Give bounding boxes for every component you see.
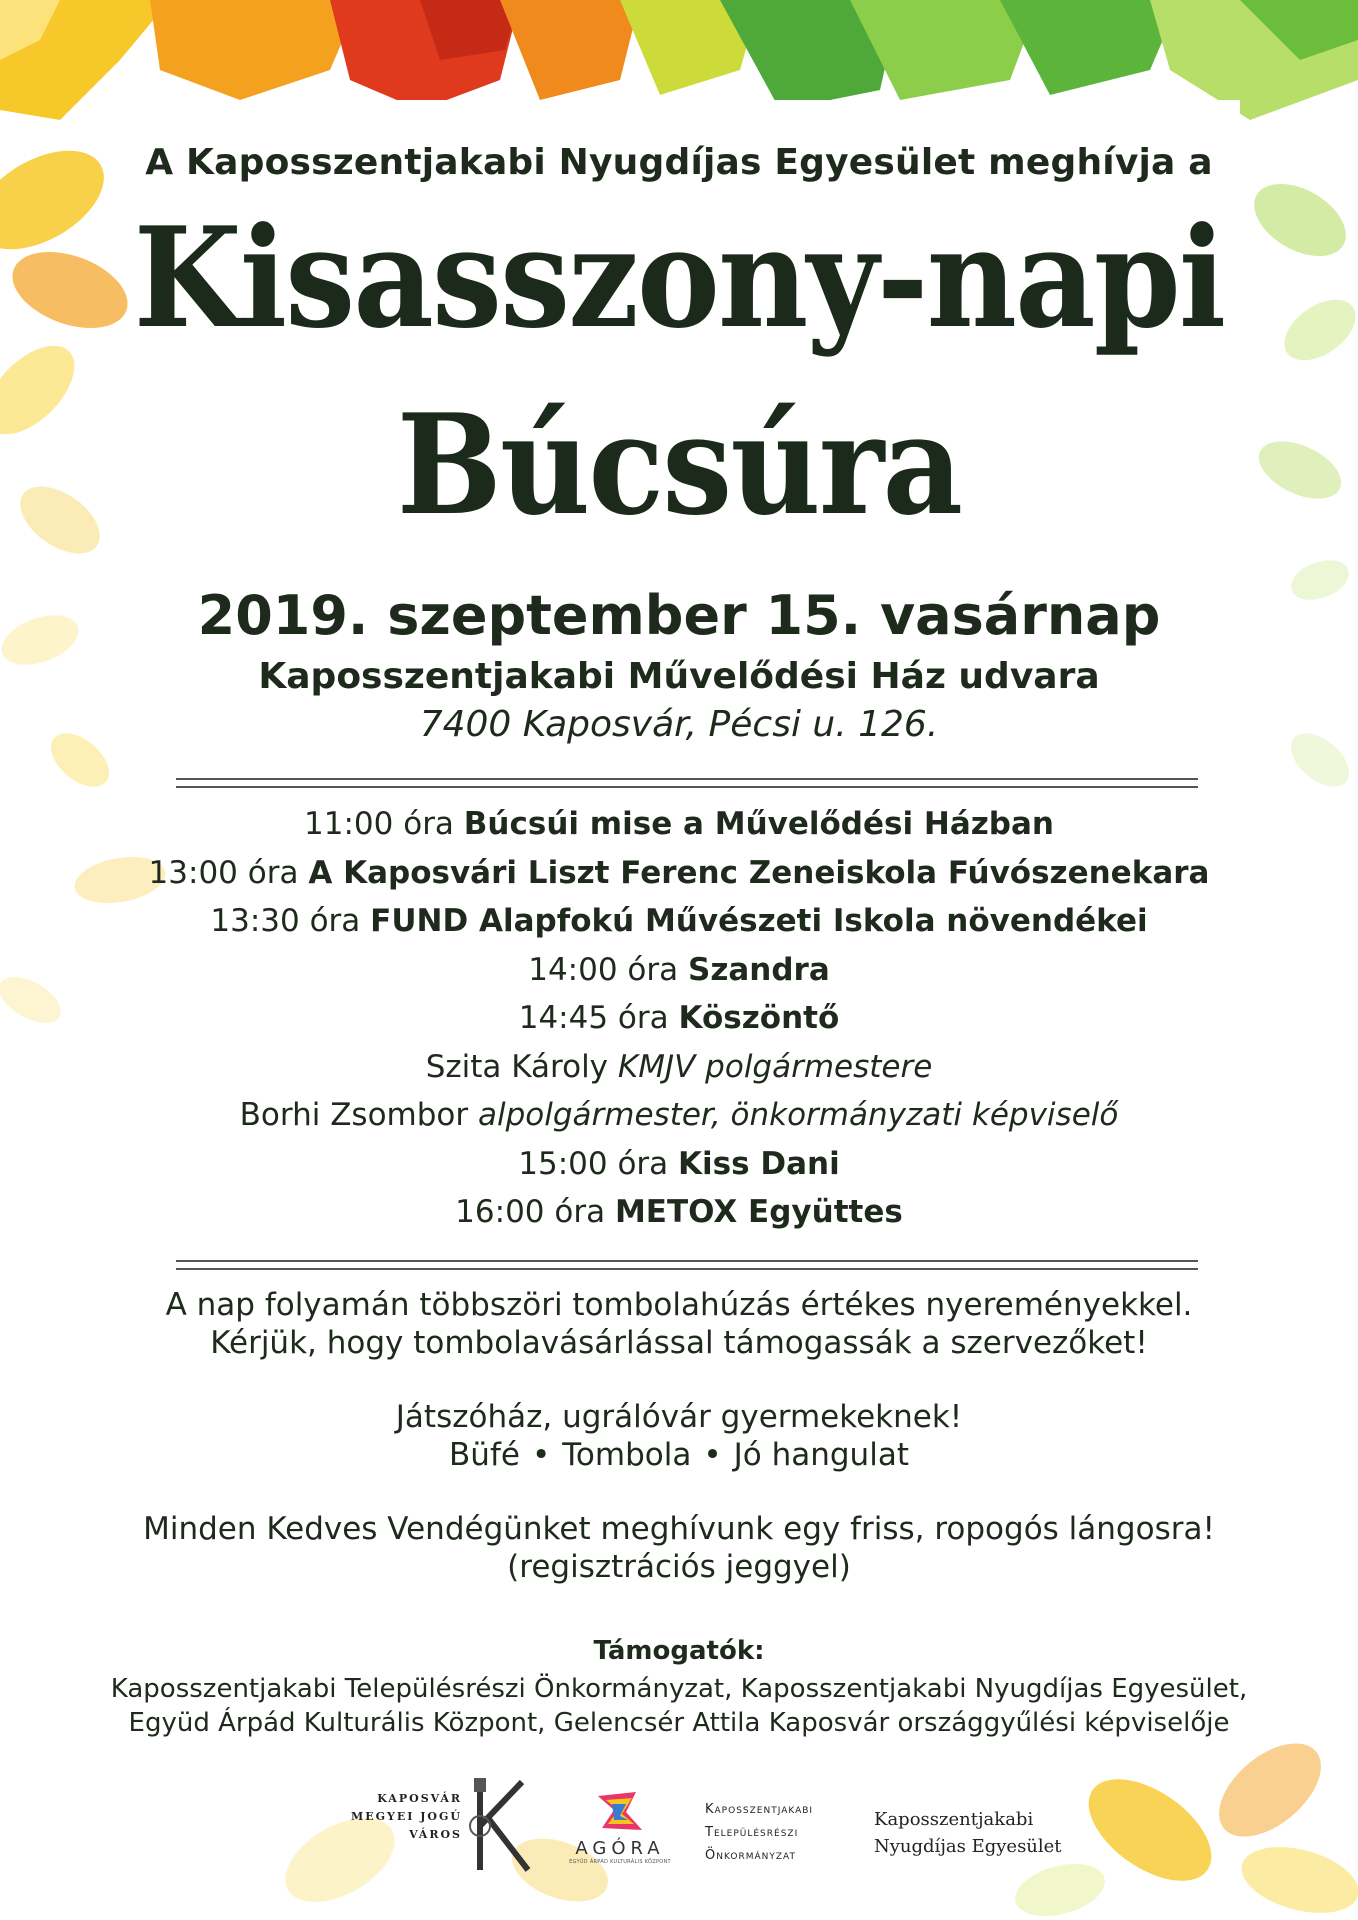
greeter-line: Szita Károly KMJV polgármestere xyxy=(425,1048,933,1085)
intro-text: A Kaposszentjakabi Nyugdíjas Egyesület meghívja a xyxy=(145,142,1213,183)
telepulesreszi-onkormanyzat-logo: Kaposszentjakabi Településrészi Önkormányzat xyxy=(705,1802,814,1863)
raffle-request-line: Kérjük, hogy tombolavásárlással támogassák a szervezőket! xyxy=(210,1325,1148,1361)
features-line xyxy=(0,1436,1358,1474)
kids-activities-line: Játszóház, ugrálóvár gyermekeknek! xyxy=(395,1399,963,1435)
feature-item: Tombola xyxy=(562,1437,692,1473)
feature-item: Büfé xyxy=(449,1437,520,1473)
event-address: 7400 Kaposvár, Pécsi u. 126. xyxy=(419,704,939,745)
event-date: 2019. szeptember 15. vasárnap xyxy=(197,584,1161,647)
divider-top xyxy=(176,778,1198,788)
title-line-1: Kisasszony-napi xyxy=(133,196,1225,359)
agora-emblem-icon xyxy=(592,1790,648,1834)
agora-wordmark: AGÓRA xyxy=(575,1838,665,1859)
feature-item: Jó hangulat xyxy=(733,1437,909,1473)
registration-note: (regisztrációs jeggyel) xyxy=(507,1549,851,1585)
sponsors-line: Kaposszentjakabi Településrészi Önkormányzat, Kaposszentjakabi Nyugdíjas Egyesület, xyxy=(110,1674,1248,1704)
nyugdijas-egyesulet-logo: Kaposszentjakabi Nyugdíjas Egyesület xyxy=(874,1809,1062,1857)
kaposvar-crest-icon xyxy=(466,1774,536,1878)
schedule-item: 16:00 óra METOX Együttes xyxy=(455,1194,903,1230)
schedule-item: 14:00 óra Szandra xyxy=(528,951,830,988)
raffle-line: A nap folyamán többszöri tombolahúzás értékes nyereményekkel. xyxy=(165,1287,1193,1323)
schedule-item: 15:00 óra Kiss Dani xyxy=(518,1145,840,1182)
raffle-info xyxy=(0,1286,1358,1362)
langos-invitation-line: Minden Kedves Vendégünket meghívunk egy friss, ropogós lángosra! xyxy=(143,1511,1215,1547)
bullet-separator: • xyxy=(531,1437,551,1473)
event-venue: Kaposszentjakabi Művelődési Ház udvara xyxy=(258,656,1100,697)
schedule-item: 13:30 óra FUND Alapfokú Művészeti Iskola növendékei xyxy=(210,903,1148,939)
bullet-separator: • xyxy=(703,1437,722,1473)
schedule-item: 11:00 óra Búcsúi mise a Művelődési Házban xyxy=(304,806,1054,842)
program-schedule xyxy=(0,800,1358,1237)
schedule-item: 14:45 óra Köszöntő xyxy=(518,1000,840,1036)
agora-logo xyxy=(560,1790,680,1865)
sponsors-heading: Támogatók: xyxy=(593,1636,765,1666)
activities-info xyxy=(0,1398,1358,1474)
sponsors-list xyxy=(0,1672,1358,1740)
divider-bottom xyxy=(176,1260,1198,1270)
sponsor-logos xyxy=(0,1772,1358,1892)
schedule-item: 13:00 óra A Kaposvári Liszt Ferenc Zeneiskola Fúvószenekara xyxy=(148,854,1210,891)
sponsors-line: Együd Árpád Kulturális Központ, Gelencsér Attila Kaposvár országgyűlési képviselője xyxy=(128,1708,1230,1738)
agora-subtitle: EGYÜD ÁRPÁD KULTURÁLIS KÖZPONT xyxy=(569,1859,671,1865)
kaposvar-logo-text: KAPOSVÁR MEGYEI JOGÚ VÁROS xyxy=(351,1792,462,1841)
title-line-2: Búcsúra xyxy=(396,383,962,546)
langos-info xyxy=(0,1510,1358,1586)
greeter-line: Borhi Zsombor alpolgármester, önkormányzati képviselő xyxy=(239,1097,1119,1133)
